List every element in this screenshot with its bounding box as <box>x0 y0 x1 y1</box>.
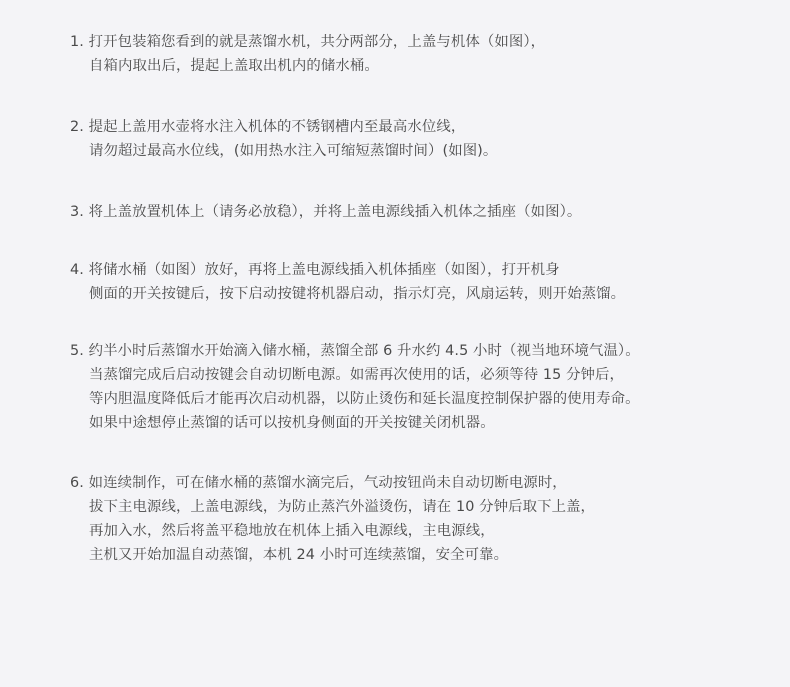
step-6-line-2: 拔下主电源线，上盖电源线，为防止蒸汽外溢烫伤，请在 10 分钟后取下上盖， <box>89 499 596 515</box>
step-4 <box>70 258 785 306</box>
step-4-line-2: 侧面的开关按键后，按下启动按键将机器启动，指示灯亮，风扇运转，则开始蒸馏。 <box>89 286 626 302</box>
step-5 <box>70 339 785 435</box>
step-5-line-2: 当蒸馏完成后启动按键会自动切断电源。如需再次使用的话，必须等待 15 分钟后， <box>89 367 625 383</box>
step-4-line-1: 4. 将储水桶（如图）放好，再将上盖电源线插入机体插座（如图），打开机身 <box>70 262 560 278</box>
step-6-line-1: 6. 如连续制作，可在储水桶的蒸馏水滴完后，气动按钮尚未自动切断电源时， <box>70 475 567 491</box>
step-6 <box>70 471 785 567</box>
step-2-line-2: 请勿超过最高水位线，(如用热水注入可缩短蒸馏时间）(如图)。 <box>89 143 498 159</box>
step-1 <box>70 30 785 78</box>
step-3 <box>70 200 785 224</box>
step-5-line-4: 如果中途想停止蒸馏的话可以按机身侧面的开关按键关闭机器。 <box>89 415 495 431</box>
step-2 <box>70 115 785 163</box>
instruction-document <box>70 30 785 567</box>
step-6-line-3: 再加入水，然后将盖平稳地放在机体上插入电源线，主电源线， <box>89 523 495 539</box>
step-5-line-3: 等内胆温度降低后才能再次启动机器，以防止烫伤和延长温度控制保护器的使用寿命。 <box>89 391 640 407</box>
step-6-line-4: 主机又开始加温自动蒸馏，本机 24 小时可连续蒸馏，安全可靠。 <box>89 547 509 563</box>
step-1-line-1: 1. 打开包装箱您看到的就是蒸馏水机，共分两部分，上盖与机体（如图）， <box>70 34 546 50</box>
step-1-line-2: 自箱内取出后，提起上盖取出机内的储水桶。 <box>89 58 379 74</box>
step-3-line-1: 3. 将上盖放置机体上（请务必放稳），并将上盖电源线插入机体之插座（如图）。 <box>70 204 582 220</box>
step-2-line-1: 2. 提起上盖用水壶将水注入机体的不锈钢槽内至最高水位线， <box>70 119 466 135</box>
step-5-line-1: 5. 约半小时后蒸馏水开始滴入储水桶，蒸馏全部 6 升水约 4.5 小时（视当地环境气温）。 <box>70 343 640 359</box>
